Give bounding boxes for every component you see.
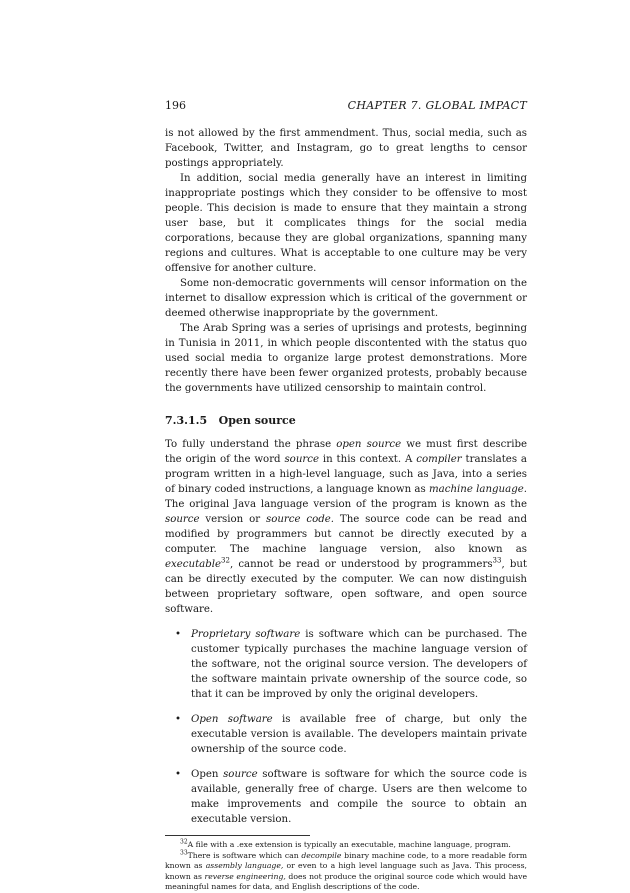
text-run: we must first describe the origin of the word xyxy=(165,439,527,465)
list-item-open-software xyxy=(165,712,527,757)
footnote-number: 33 xyxy=(180,848,188,856)
text-run: , cannot be read or understood by programmers xyxy=(229,559,493,570)
body-text xyxy=(165,126,527,893)
term: Proprietary software xyxy=(191,629,301,640)
paragraph-censorship-intro: is not allowed by the first ammendment. Thus, social media, such as Facebook, Twitter, and Instagram, go to great lengths to censor postings appropriately. xyxy=(165,128,527,169)
bullet-icon: • xyxy=(175,629,182,640)
footnote-number: 32 xyxy=(180,838,188,846)
emphasis: decompile xyxy=(301,850,342,860)
software-type-list xyxy=(165,627,527,827)
text-run: To fully understand the phrase xyxy=(165,439,337,450)
footnote-ref-32[interactable]: 32 xyxy=(221,556,230,565)
bullet-icon: • xyxy=(175,714,182,725)
text-run: translates a program written in a high-level language, such as Java, into a series of binary coded instructions, a language known as xyxy=(165,454,527,495)
text-run: version or xyxy=(199,514,266,525)
page-number: 196 xyxy=(165,99,186,112)
emphasis: source xyxy=(165,514,200,525)
text-run: is software which can be purchased. The customer typically purchases the machine language version of the software, not the original source version. The developers of the software maintain private ownership of the source code, so that it can be improved by only the original developers. xyxy=(191,629,527,700)
text-run: binary machine code, to a more readable form known as xyxy=(165,850,527,870)
section-heading xyxy=(165,413,527,428)
paragraph-open-source xyxy=(165,437,527,617)
section-number: 7.3.1.5 xyxy=(165,414,208,427)
section-title: Open source xyxy=(218,414,296,427)
text-run: There is software which can xyxy=(187,850,302,860)
emphasis: compiler xyxy=(416,454,462,465)
text-run: The source code can be read and modified by programmers but cannot be directly executed by a computer. The machine language version, also known as xyxy=(165,514,527,555)
emphasis: executable xyxy=(165,559,222,570)
paragraph-governments: Some non-democratic governments will censor information on the internet to disallow expression which is critical of the government or deemed otherwise inappropriate by the government. xyxy=(165,278,527,319)
footnote-32 xyxy=(165,840,527,851)
running-header xyxy=(165,99,527,112)
paragraph-arab-spring: The Arab Spring was a series of uprisings and protests, beginning in Tunisia in 2011, in which people discontented with the status quo used social media to organize large protest demonstrations. More recently there have been fewer organized protests, probably because the governments have utilized censorship to maintain control. xyxy=(165,323,527,394)
emphasis: reverse engineering, xyxy=(204,871,286,881)
text-run: Open xyxy=(191,769,224,780)
text-run: software is software for which the source code is available, generally free of charge. Users are then welcome to make improvements and compile the source to obtain an executable version. xyxy=(191,769,528,825)
bullet-icon: • xyxy=(175,769,182,780)
text-run: or even to a high level language such as Java. This process, known as xyxy=(165,861,527,881)
emphasis: source xyxy=(284,454,319,465)
text-run: is available free of charge, but only the executable version is available. The developers maintain private ownership of the source code. xyxy=(191,714,527,755)
footnote-divider xyxy=(165,835,310,836)
emphasis: machine language. xyxy=(429,484,527,495)
emphasis: assembly language, xyxy=(205,861,284,870)
text-run: does not produce the original source code which would have meaningful names for data, and English descriptions of the code. xyxy=(165,871,528,891)
list-item-open-source xyxy=(165,767,527,827)
term: source xyxy=(223,769,258,780)
list-item-proprietary xyxy=(165,627,527,702)
footnote-ref-33[interactable]: 33 xyxy=(492,556,502,565)
text-run: The original Java language version of the program is known as the xyxy=(165,499,527,510)
text-run: in this context. A xyxy=(318,454,417,465)
emphasis: source code. xyxy=(266,514,335,525)
term: Open software xyxy=(191,714,273,725)
chapter-title: CHAPTER 7. GLOBAL IMPACT xyxy=(347,99,527,112)
text-run: , but can be directly executed by the computer. We can now distinguish between proprietary software, open software, and open source software. xyxy=(165,559,527,615)
footnote-33 xyxy=(165,848,528,893)
text-run: A file with a .exe extension is typically an executable, machine language, program. xyxy=(187,840,511,849)
emphasis: open source xyxy=(336,439,402,450)
paragraph-social-media: In addition, social media generally have an interest in limiting inappropriate postings which they consider to be offensive to most people. This decision is made to ensure that they maintain a strong user base, but it complicates things for the social media corporations, because they are global organizations, spanning many regions and cultures. What is acceptable to one culture may be very offensive for another culture. xyxy=(165,173,527,274)
